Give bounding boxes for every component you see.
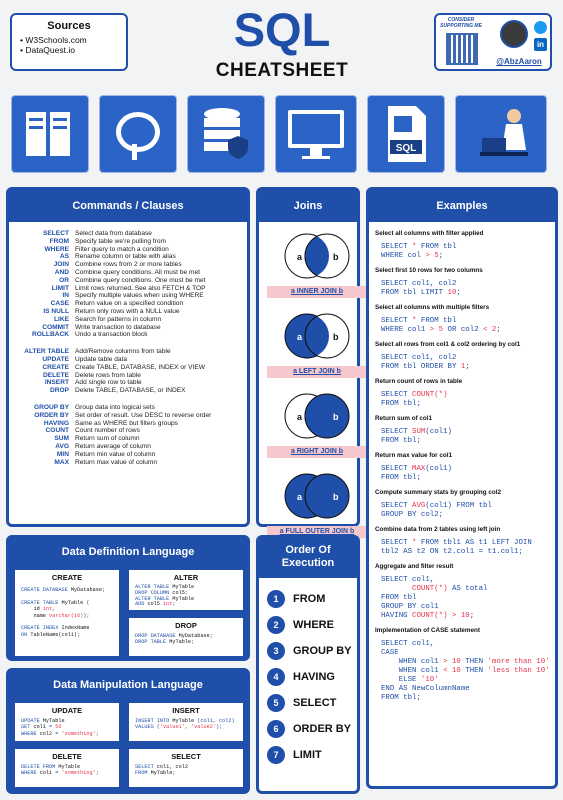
command-description: Return sum of column — [75, 435, 140, 443]
order-steps — [259, 578, 357, 764]
command-keyword: ROLLBACK — [32, 331, 69, 339]
command-keyword: WHERE — [44, 245, 69, 253]
join-label-left: a LEFT JOIN b — [267, 366, 367, 378]
command-description: Create TABLE, DATABASE, INDEX or VIEW — [75, 363, 205, 371]
postgres-elephant-icon — [100, 96, 176, 172]
sources-title: Sources — [47, 20, 91, 32]
execution-step — [267, 694, 357, 712]
command-row — [9, 356, 241, 364]
examples-panel — [366, 187, 558, 789]
command-description: Specify table we're pulling from — [75, 237, 167, 245]
command-row — [9, 331, 241, 339]
join-label-full: a FULL OUTER JOIN b — [267, 526, 367, 538]
example-code: SELECT * FROM tbl WHERE col1 > 5 OR col2 < 2; — [381, 317, 501, 334]
step-label: LIMIT — [293, 749, 322, 761]
execution-step — [267, 642, 357, 660]
command-keyword: COUNT — [45, 427, 69, 435]
command-description: Update table data — [75, 355, 128, 363]
ddl-alter-title: ALTER — [173, 573, 199, 582]
command-description: Limit rows returned. See also FETCH & TOP — [75, 284, 206, 292]
execution-step — [267, 590, 357, 608]
command-keyword: IS NULL — [43, 307, 69, 315]
venn-label-b: b — [333, 332, 339, 342]
command-keyword: SELECT — [42, 230, 69, 237]
step-label: SELECT — [293, 697, 337, 709]
svg-text:SQL: SQL — [395, 143, 417, 154]
command-description: Return value on a specified condition — [75, 300, 184, 308]
source-item: • W3Schools.com — [20, 35, 87, 45]
example-code: SELECT col1, col2 FROM tbl ORDER BY 1; — [381, 354, 470, 371]
example-code: SELECT col1, COUNT(*) AS total FROM tbl GROUP BY col1 HAVING COUNT(*) > 10; — [381, 576, 488, 620]
command-row — [9, 404, 241, 412]
command-description: Return only rows with a NULL value — [75, 307, 180, 315]
joins-panel — [256, 187, 360, 535]
command-description: Filter query to match a condition — [75, 245, 169, 253]
command-keyword: ORDER BY — [34, 411, 69, 419]
commands-title: Commands / Clauses — [9, 190, 247, 222]
command-row — [9, 285, 241, 293]
command-description: Write transaction to database — [75, 323, 161, 331]
command-keyword: LIMIT — [51, 284, 69, 292]
example-question: Combine data from 2 tables using left join — [375, 526, 501, 533]
command-row — [9, 238, 241, 246]
joins-title: Joins — [259, 190, 357, 222]
join-label-inner: a INNER JOIN b — [267, 286, 367, 298]
step-number: 6 — [267, 720, 285, 738]
example-question: Select all columns with filter applied — [375, 230, 484, 237]
command-keyword: INSERT — [44, 379, 69, 387]
command-row — [9, 459, 241, 467]
command-description: Count number of rows — [75, 427, 140, 435]
example-code: SELECT MAX(col1) FROM tbl; — [381, 465, 452, 482]
command-keyword: MAX — [54, 458, 69, 466]
example-question: Return max value for col1 — [375, 452, 452, 459]
command-description: Rename column or table with alias — [75, 253, 176, 261]
ddl-create-box — [13, 568, 121, 658]
ddl-drop-code: DROP DATABASE MyDatabase; DROP TABLE MyTable; — [135, 633, 213, 646]
command-row — [9, 379, 241, 387]
command-keyword: MIN — [56, 450, 69, 458]
ddl-create-code: CREATE DATABASE MyDatabase; CREATE TABLE MyTable ( id int, name varchar(16)); CREATE INDEX IndexName ON TableName(col1); — [21, 587, 106, 638]
example-question: Implementation of CASE statement — [375, 627, 480, 634]
command-description: Combine query conditions. One must be met — [75, 276, 206, 284]
dml-insert-box — [127, 701, 245, 743]
execution-step — [267, 668, 357, 686]
order-title: Order Of Execution — [259, 538, 357, 578]
command-row — [9, 324, 241, 332]
dml-panel — [6, 668, 250, 794]
command-row — [9, 308, 241, 316]
command-keyword: HAVING — [43, 419, 69, 427]
command-description: Combine rows from 2 or more tables — [75, 261, 182, 269]
command-row — [9, 292, 241, 300]
command-row — [9, 300, 241, 308]
examples-list — [369, 222, 555, 703]
step-number: 5 — [267, 694, 285, 712]
command-description: Same as WHERE but filters groups — [75, 419, 178, 427]
dml-update-code: UPDATE MyTable SET col1 = 56 WHERE col2 = 'something'; — [21, 718, 99, 737]
example-question: Compute summary stats by grouping col2 — [375, 489, 501, 496]
step-number: 2 — [267, 616, 285, 634]
dml-update-box — [13, 701, 121, 743]
step-label: WHERE — [293, 619, 334, 631]
command-description: Return min value of column — [75, 450, 156, 458]
join-label-right: a RIGHT JOIN b — [267, 446, 367, 458]
command-keyword: FROM — [49, 237, 69, 245]
step-label: FROM — [293, 593, 326, 605]
step-number: 1 — [267, 590, 285, 608]
command-keyword: GROUP BY — [33, 403, 69, 411]
venn-label-b: b — [333, 252, 339, 262]
dml-select-title: SELECT — [171, 752, 201, 761]
example-code: SELECT SUM(col1) FROM tbl; — [381, 428, 452, 445]
command-description: Add single row to table — [75, 379, 142, 387]
command-description: Combine query conditions. All must be met — [75, 268, 200, 276]
page-title: SQL — [233, 3, 331, 56]
command-row — [9, 277, 241, 285]
command-keyword: AVG — [55, 442, 69, 450]
command-row — [9, 412, 241, 420]
avatar — [500, 20, 528, 48]
sources-box — [10, 13, 128, 71]
command-description: Group data into logical sets — [75, 403, 155, 411]
examples-title: Examples — [369, 190, 555, 222]
execution-step — [267, 616, 357, 634]
example-question: Aggregate and filter result — [375, 563, 454, 570]
twitter-icon[interactable] — [534, 21, 547, 34]
venn-diagram-left — [279, 312, 355, 360]
example-question: Select first 10 rows for two columns — [375, 267, 483, 274]
step-number: 4 — [267, 668, 285, 686]
command-description: Return max value of column — [75, 458, 158, 466]
command-row — [9, 435, 241, 443]
consider-supporting-label: CONSIDER SUPPORTING ME — [440, 17, 482, 29]
venn-label-a: a — [297, 332, 303, 342]
command-keyword: CASE — [50, 300, 69, 308]
command-description: Delete TABLE, DATABASE, or INDEX — [75, 387, 186, 395]
page-subtitle: CHEATSHEET — [215, 60, 349, 81]
command-row — [9, 364, 241, 372]
command-row — [9, 253, 241, 261]
ddl-alter-box — [127, 568, 245, 612]
command-row — [9, 230, 241, 238]
command-keyword: LIKE — [53, 315, 69, 323]
command-description: Undo a transaction block — [75, 331, 148, 339]
ddl-drop-box — [127, 616, 245, 658]
venn-label-b: b — [333, 412, 339, 422]
command-row — [9, 443, 241, 451]
ddl-title: Data Definition Language — [61, 546, 195, 558]
sql-file-icon — [368, 96, 444, 172]
command-description: Return average of column — [75, 442, 151, 450]
command-keyword: UPDATE — [42, 355, 69, 363]
dml-insert-code: INSERT INTO MyTable (col1, col2) VALUES ('value1', 'value2'); — [135, 718, 235, 731]
commands-list — [9, 222, 247, 466]
venn-label-a: a — [297, 252, 303, 262]
ddl-alter-code: ALTER TABLE MyTable DROP COLUMN col5; ALTER TABLE MyTable ADD col5 int; — [135, 584, 195, 608]
linkedin-icon[interactable]: in — [534, 38, 547, 51]
command-row — [9, 261, 241, 269]
example-code: SELECT * FROM tbl1 AS t1 LEFT JOIN tbl2 AS t2 ON t2.col1 = t1.col1; — [381, 539, 532, 556]
dml-delete-box — [13, 747, 121, 789]
command-keyword: AND — [54, 268, 69, 276]
command-keyword: AS — [59, 253, 69, 261]
command-keyword: IN — [62, 292, 69, 300]
command-description: Delete rows from table — [75, 371, 141, 379]
server-icon — [12, 96, 88, 172]
example-code: SELECT AVG(col1) FROM tbl GROUP BY col2; — [381, 502, 492, 519]
example-question: Return sum of col1 — [375, 415, 433, 422]
command-row — [9, 420, 241, 428]
qr-code-icon[interactable] — [446, 33, 478, 65]
command-description: Select data from database — [75, 230, 152, 237]
commands-panel — [6, 187, 250, 527]
step-label: ORDER BY — [293, 723, 352, 735]
command-row — [9, 246, 241, 254]
step-label: GROUP BY — [293, 645, 352, 657]
command-group-spacer — [9, 339, 241, 348]
command-description: Specify multiple values when using WHERE — [75, 292, 204, 300]
command-row — [9, 269, 241, 277]
command-row — [9, 372, 241, 380]
ddl-create-title: CREATE — [51, 573, 83, 582]
monitor-icon — [276, 96, 356, 172]
database-icon — [188, 96, 264, 172]
command-description: Set order of result. Use DESC to reverse order — [75, 411, 212, 419]
example-question: Select all rows from col1 & col2 ordering by col1 — [375, 341, 521, 348]
venn-diagram-full — [279, 472, 355, 520]
command-keyword: ALTER TABLE — [24, 348, 69, 356]
command-row — [9, 316, 241, 324]
author-box — [434, 13, 552, 71]
execution-step — [267, 720, 357, 738]
command-description: Add/Remove columns from table — [75, 348, 171, 356]
command-row — [9, 348, 241, 356]
dml-update-title: UPDATE — [51, 706, 83, 715]
example-question: Select all columns with multiple filters — [375, 304, 490, 311]
command-keyword: DELETE — [42, 371, 69, 379]
dml-title: Data Manipulation Language — [53, 679, 203, 691]
step-label: HAVING — [293, 671, 335, 683]
venn-diagram-inner — [279, 232, 355, 280]
venn-label-a: a — [297, 492, 303, 502]
dml-delete-title: DELETE — [52, 752, 82, 761]
execution-step — [267, 746, 357, 764]
command-row — [9, 427, 241, 435]
command-keyword: COMMIT — [42, 323, 69, 331]
venn-label-b: b — [333, 492, 339, 502]
source-item: • DataQuest.io — [20, 45, 75, 55]
venn-diagram-right — [279, 392, 355, 440]
person-laptop-icon — [456, 96, 546, 172]
dml-delete-code: DELETE FROM MyTable WHERE col1 = 'something'; — [21, 764, 99, 777]
step-number: 7 — [267, 746, 285, 764]
dml-select-box — [127, 747, 245, 789]
command-group-spacer — [9, 395, 241, 404]
command-keyword: CREATE — [42, 363, 69, 371]
venn-label-a: a — [297, 412, 303, 422]
example-code: SELECT * FROM tbl WHERE col > 5; — [381, 243, 457, 260]
dml-select-code: SELECT col1, col2 FROM MyTable; — [135, 764, 188, 777]
command-keyword: OR — [59, 276, 69, 284]
example-question: Return count of rows in table — [375, 378, 463, 385]
example-code: SELECT col1, CASE WHEN col1 > 10 THEN 'more than 10' WHEN col1 < 10 THEN 'less than 10' ELSE '10' END AS NewColumnName FROM tbl; — [381, 640, 550, 702]
ddl-panel — [6, 535, 250, 661]
command-row — [9, 451, 241, 459]
author-handle[interactable]: @AbzAaron — [496, 57, 542, 66]
ddl-drop-title: DROP — [175, 621, 197, 630]
dml-insert-title: INSERT — [172, 706, 200, 715]
command-keyword: JOIN — [53, 261, 69, 269]
command-description: Search for patterns in column — [75, 315, 162, 323]
command-keyword: SUM — [54, 435, 69, 443]
step-number: 3 — [267, 642, 285, 660]
command-keyword: DROP — [49, 387, 69, 395]
order-panel — [256, 535, 360, 794]
command-row — [9, 387, 241, 395]
example-code: SELECT COUNT(*) FROM tbl; — [381, 391, 448, 408]
example-code: SELECT col1, col2 FROM tbl LIMIT 10; — [381, 280, 461, 297]
